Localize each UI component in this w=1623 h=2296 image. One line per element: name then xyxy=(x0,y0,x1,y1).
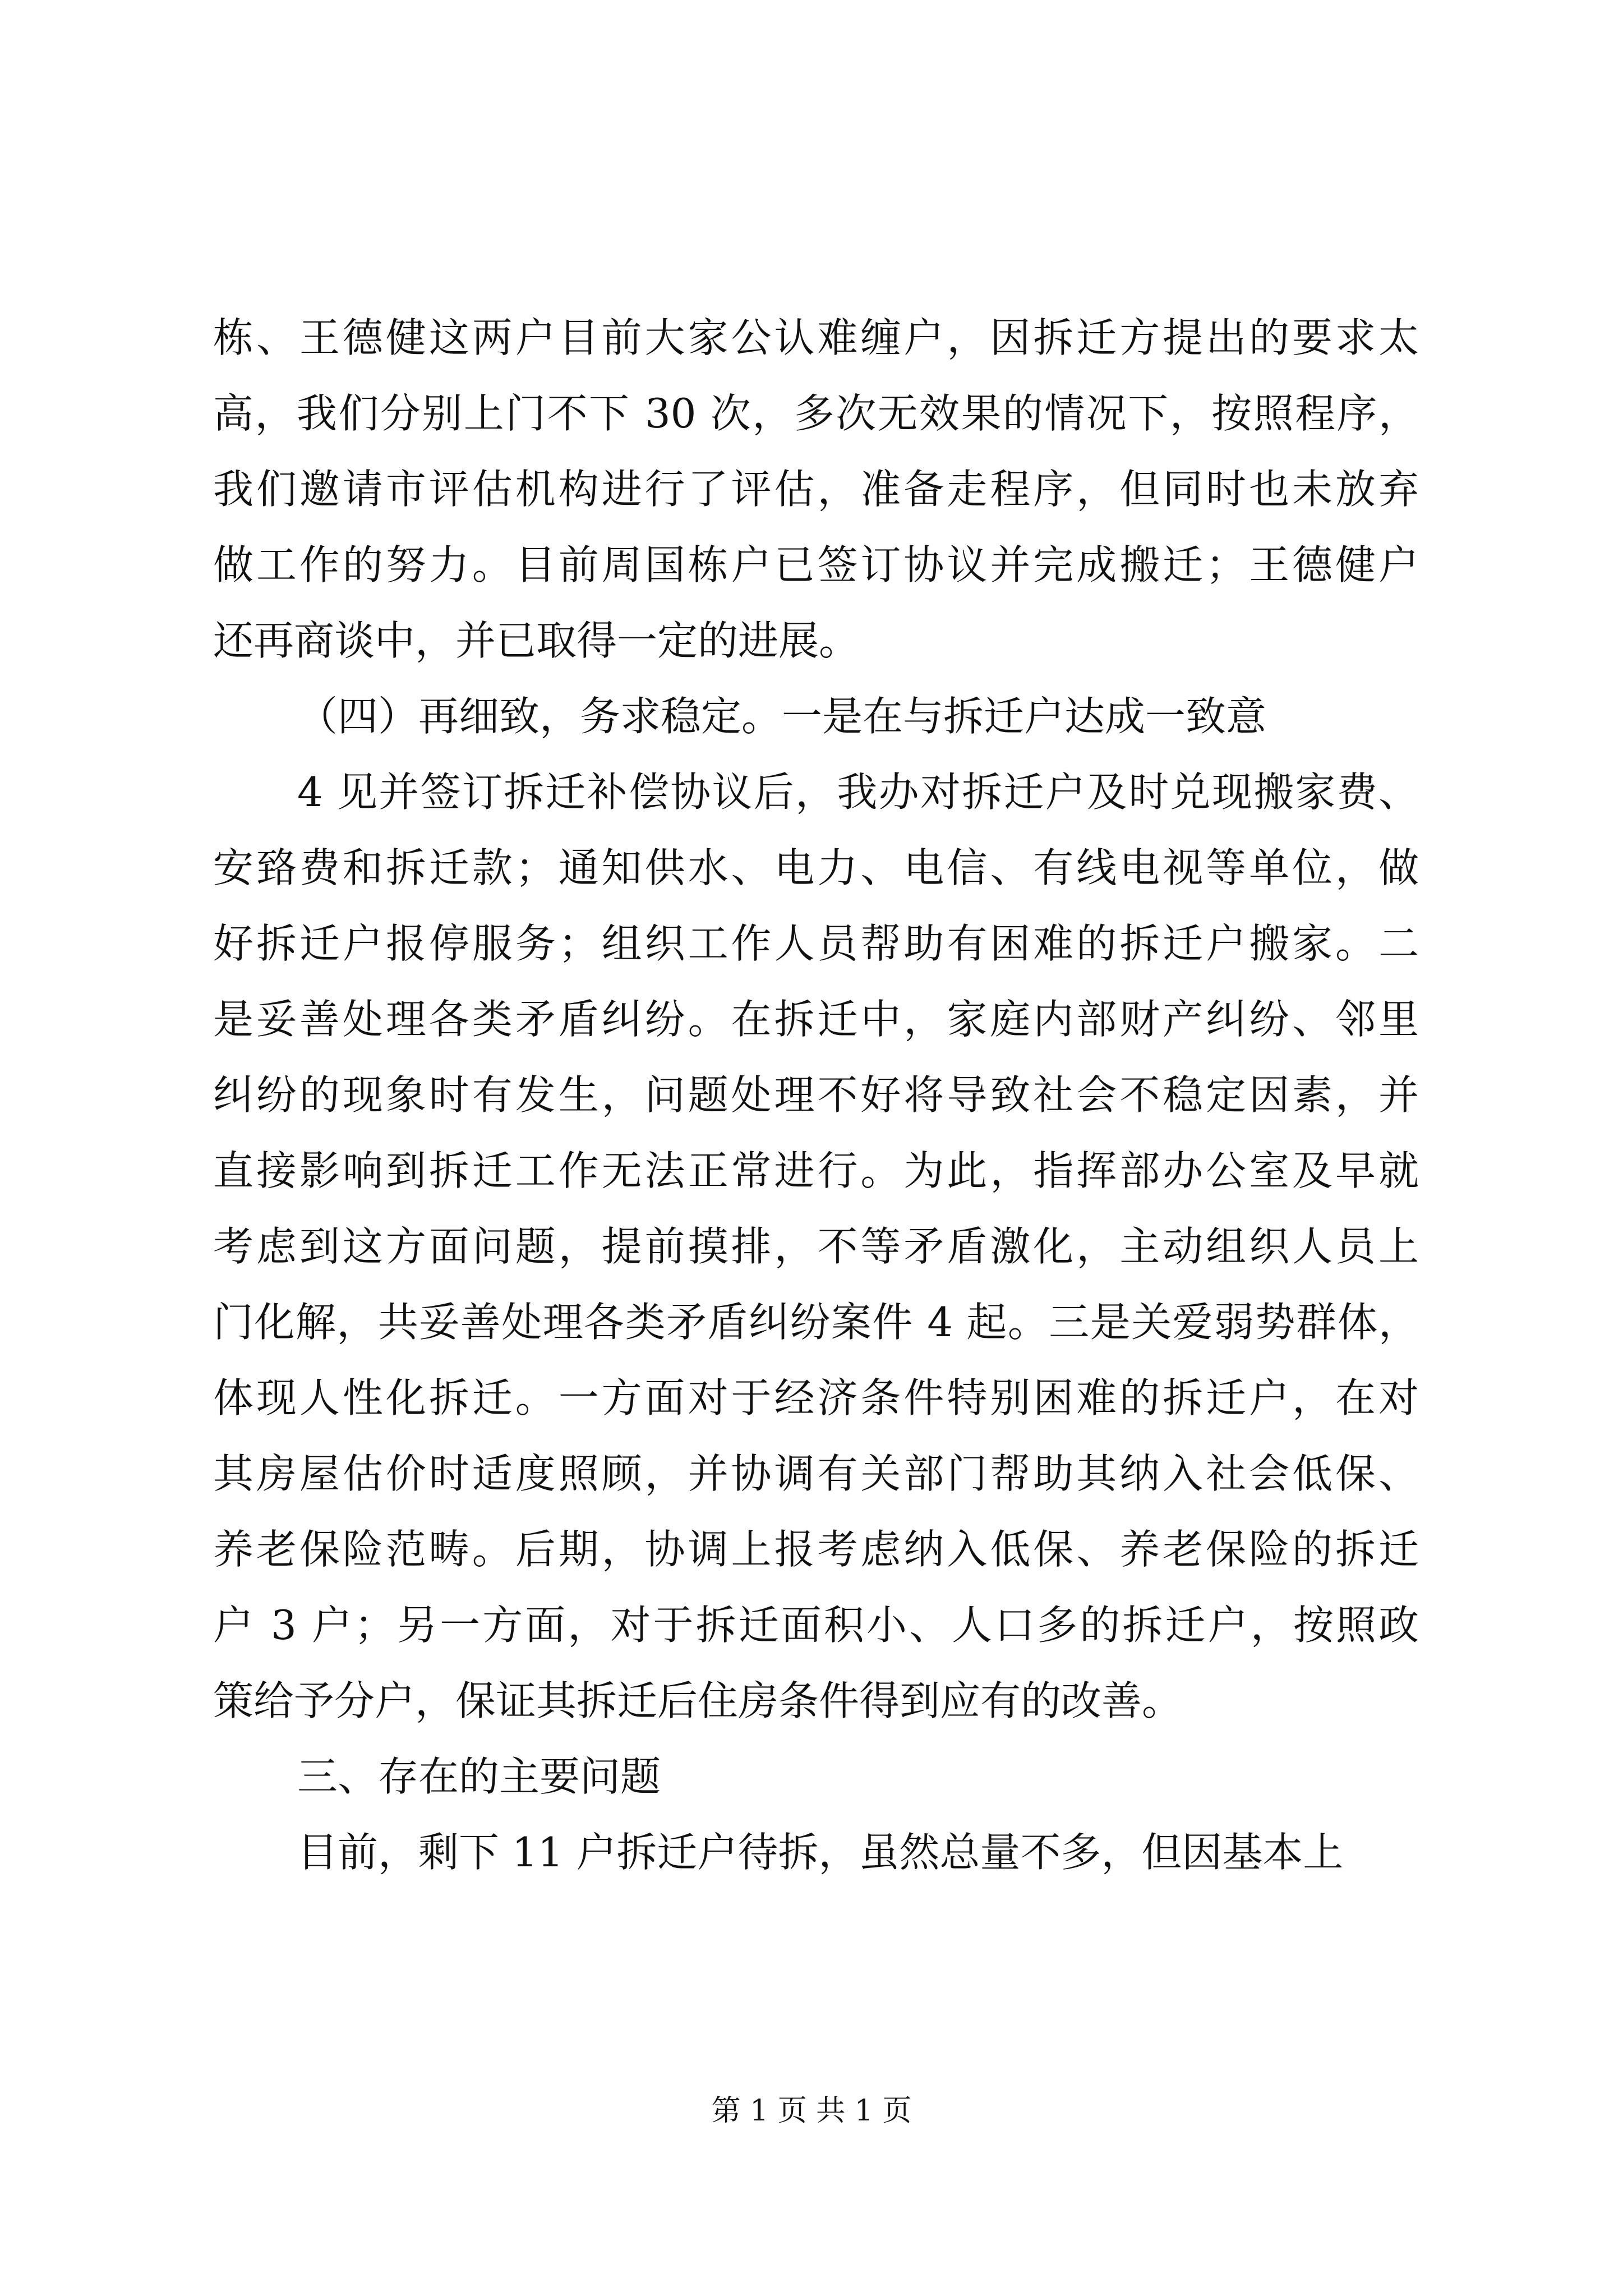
body-line-1: 栋、王德健这两户目前大家公认难缠户，因拆迁方提出的要求太 xyxy=(213,314,1419,361)
body-line-9: 好拆迁户报停服务；组织工作人员帮助有困难的拆迁户搬家。二 xyxy=(213,920,1419,967)
page-footer: 第 1 页 共 1 页 xyxy=(711,2094,912,2128)
body-line-12: 直接影响到拆迁工作无法正常进行。为此，指挥部办公室及早就 xyxy=(213,1147,1419,1194)
body-line-11: 纠纷的现象时有发生，问题处理不好将导致社会不稳定因素，并 xyxy=(213,1071,1419,1119)
section-heading-3: 三、存在的主要问题 xyxy=(297,1753,661,1800)
body-line-17: 养老保险范畴。后期，协调上报考虑纳入低保、养老保险的拆迁 xyxy=(213,1526,1419,1573)
body-line-5: 还再商谈中，并已取得一定的进展。 xyxy=(213,617,860,664)
body-line-14: 门化解，共妥善处理各类矛盾纠纷案件 4 起。三是关爱弱势群体， xyxy=(213,1299,1419,1346)
section-heading-4: （四）再细致，务求稳定。一是在与拆迁户达成一致意 xyxy=(297,693,1267,740)
body-line-3: 我们邀请市评估机构进行了评估，准备走程序，但同时也未放弃 xyxy=(213,466,1419,513)
body-line-10: 是妥善处理各类矛盾纠纷。在拆迁中，家庭内部财产纠纷、邻里 xyxy=(213,996,1419,1043)
body-line-19: 策给予分户，保证其拆迁后住房条件得到应有的改善。 xyxy=(213,1677,1183,1724)
body-line-7: 4 见并签订拆迁补偿协议后，我办对拆迁户及时兑现搬家费、 xyxy=(297,769,1419,816)
body-line-18: 户 3 户；另一方面，对于拆迁面积小、人口多的拆迁户，按照政 xyxy=(213,1602,1419,1649)
body-line-13: 考虑到这方面问题，提前摸排，不等矛盾激化，主动组织人员上 xyxy=(213,1223,1419,1270)
document-body xyxy=(213,300,1419,1890)
body-line-16: 其房屋估价时适度照顾，并协调有关部门帮助其纳入社会低保、 xyxy=(213,1450,1419,1497)
body-line-2: 高，我们分别上门不下 30 次，多次无效果的情况下，按照程序， xyxy=(213,390,1419,437)
body-line-4: 做工作的努力。目前周国栋户已签订协议并完成搬迁；王德健户 xyxy=(213,541,1419,588)
body-line-21: 目前，剩下 11 户拆迁户待拆，虽然总量不多，但因基本上 xyxy=(297,1829,1344,1876)
body-line-8: 安臵费和拆迁款；通知供水、电力、电信、有线电视等单位，做 xyxy=(213,844,1419,891)
body-line-15: 体现人性化拆迁。一方面对于经济条件特别困难的拆迁户，在对 xyxy=(213,1374,1419,1421)
